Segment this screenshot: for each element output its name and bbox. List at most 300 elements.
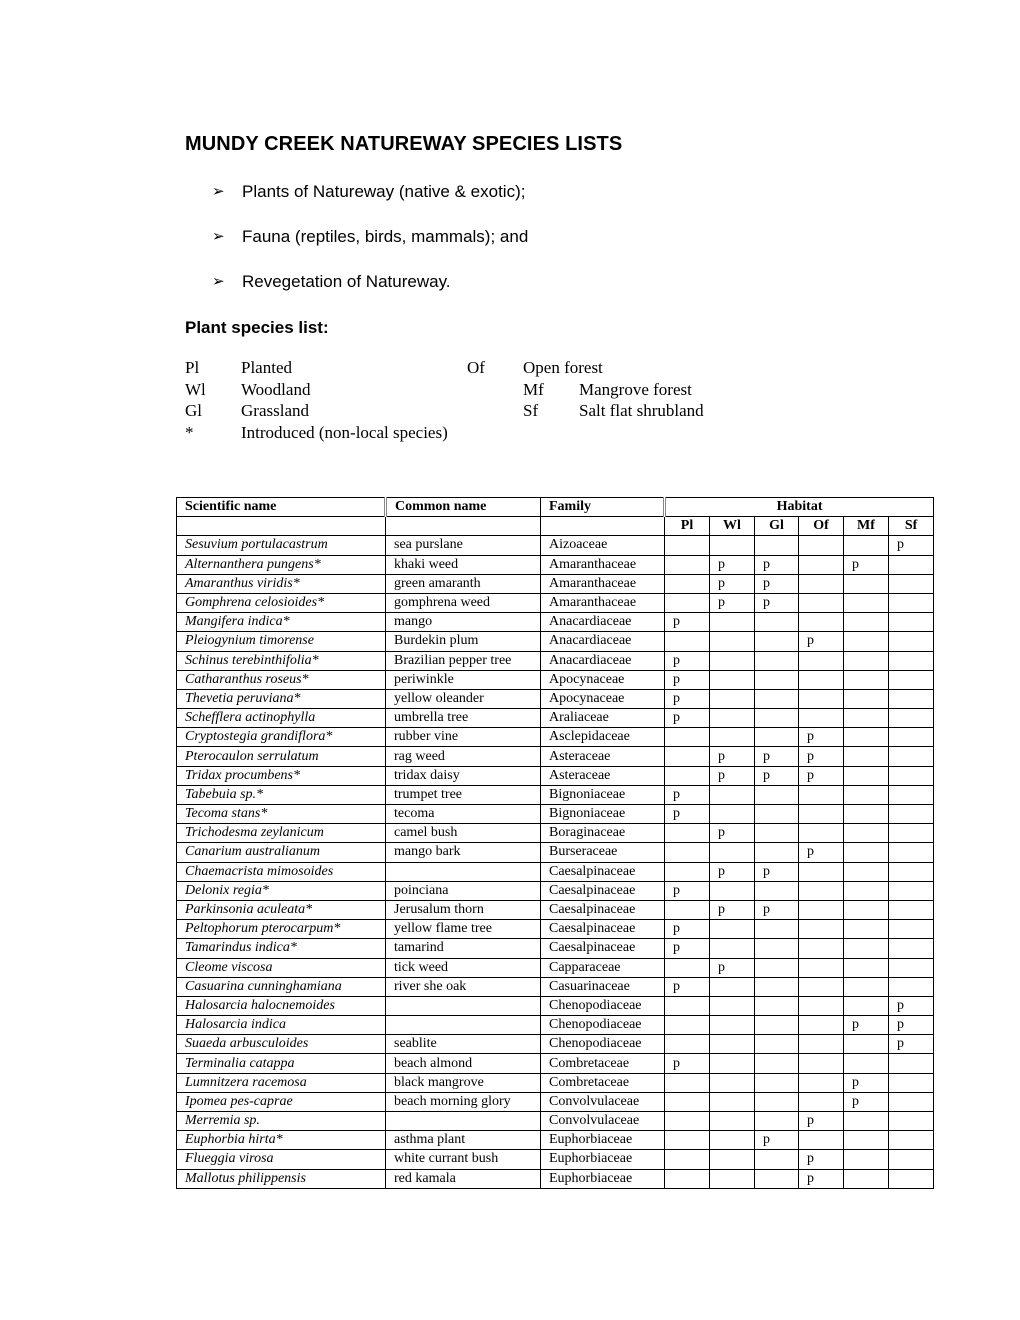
habitat-cell-sf (889, 728, 934, 747)
family-cell: Bignoniaceae (541, 785, 665, 804)
common-name-cell: trumpet tree (386, 785, 541, 804)
habitat-cell-sf (889, 709, 934, 728)
family-cell: Aizoaceae (541, 536, 665, 555)
family-cell: Amaranthaceae (541, 593, 665, 612)
habitat-cell-of (799, 900, 844, 919)
column-header-family: Family (541, 498, 665, 517)
habitat-cell-mf (844, 1054, 889, 1073)
habitat-cell-wl: p (710, 766, 755, 785)
habitat-cell-pl (665, 1092, 710, 1111)
habitat-cell-pl: p (665, 920, 710, 939)
habitat-cell-mf (844, 670, 889, 689)
habitat-cell-gl (755, 1112, 799, 1131)
habitat-cell-gl (755, 824, 799, 843)
page-title: MUNDY CREEK NATUREWAY SPECIES LISTS (185, 133, 623, 155)
habitat-cell-pl: p (665, 651, 710, 670)
habitat-cell-mf (844, 958, 889, 977)
habitat-cell-wl (710, 632, 755, 651)
scientific-name-cell: Halosarcia halocnemoides (177, 996, 386, 1015)
habitat-cell-wl: p (710, 574, 755, 593)
habitat-cell-gl: p (755, 747, 799, 766)
habitat-cell-gl (755, 1073, 799, 1092)
scientific-name-cell: Ipomea pes-caprae (177, 1092, 386, 1111)
scientific-name-cell: Schefflera actinophylla (177, 709, 386, 728)
habitat-cell-pl (665, 1016, 710, 1035)
habitat-cell-of: p (799, 766, 844, 785)
family-cell: Casuarinaceae (541, 977, 665, 996)
habitat-cell-mf (844, 689, 889, 708)
family-cell: Anacardiaceae (541, 651, 665, 670)
common-name-cell: black mangrove (386, 1073, 541, 1092)
habitat-cell-wl: p (710, 900, 755, 919)
plant-species-table (176, 497, 934, 1189)
scientific-name-cell: Mallotus philippensis (177, 1169, 386, 1188)
habitat-cell-of (799, 536, 844, 555)
habitat-cell-mf (844, 593, 889, 612)
habitat-cell-wl (710, 536, 755, 555)
habitat-cell-of: p (799, 1112, 844, 1131)
habitat-cell-wl (710, 1016, 755, 1035)
habitat-cell-sf (889, 632, 934, 651)
scientific-name-cell: Halosarcia indica (177, 1016, 386, 1035)
habitat-cell-wl (710, 1035, 755, 1054)
bullet-text: Fauna (reptiles, birds, mammals); and (242, 227, 529, 246)
habitat-cell-sf (889, 574, 934, 593)
habitat-cell-mf (844, 709, 889, 728)
species-table-body (177, 536, 934, 1188)
habitat-cell-mf (844, 900, 889, 919)
habitat-cell-sf (889, 747, 934, 766)
habitat-cell-gl (755, 632, 799, 651)
habitat-cell-pl (665, 1035, 710, 1054)
habitat-cell-of: p (799, 843, 844, 862)
habitat-cell-mf (844, 920, 889, 939)
habitat-cell-wl: p (710, 593, 755, 612)
table-row (177, 824, 934, 843)
habitat-cell-sf (889, 1131, 934, 1150)
habitat-cell-of (799, 593, 844, 612)
table-row (177, 555, 934, 574)
legend-code: Pl (185, 358, 200, 377)
habitat-cell-mf (844, 843, 889, 862)
habitat-cell-mf: p (844, 1073, 889, 1092)
family-cell: Chenopodiaceae (541, 1016, 665, 1035)
bullet-item (212, 225, 528, 270)
habitat-cell-of (799, 651, 844, 670)
habitat-cell-gl (755, 881, 799, 900)
habitat-cell-pl: p (665, 709, 710, 728)
family-cell: Asteraceae (541, 747, 665, 766)
habitat-cell-gl (755, 1169, 799, 1188)
habitat-cell-of (799, 1092, 844, 1111)
habitat-legend (185, 357, 745, 443)
scientific-name-cell: Tecoma stans* (177, 805, 386, 824)
habitat-cell-pl (665, 574, 710, 593)
table-row (177, 728, 934, 747)
common-name-cell: gomphrena weed (386, 593, 541, 612)
habitat-cell-pl (665, 632, 710, 651)
scientific-name-cell: Peltophorum pterocarpum* (177, 920, 386, 939)
habitat-cell-of (799, 670, 844, 689)
habitat-cell-of (799, 785, 844, 804)
scientific-name-cell: Tridax procumbens* (177, 766, 386, 785)
habitat-cell-pl (665, 843, 710, 862)
common-name-cell: yellow flame tree (386, 920, 541, 939)
habitat-cell-of (799, 689, 844, 708)
common-name-cell: camel bush (386, 824, 541, 843)
habitat-cell-of (799, 939, 844, 958)
habitat-cell-sf (889, 1092, 934, 1111)
habitat-cell-mf: p (844, 555, 889, 574)
habitat-cell-pl (665, 1131, 710, 1150)
habitat-cell-of (799, 1054, 844, 1073)
arrow-bullet-icon: ➢ (212, 273, 225, 290)
table-row (177, 939, 934, 958)
habitat-cell-sf (889, 843, 934, 862)
bullet-item (212, 270, 528, 315)
common-name-cell: Burdekin plum (386, 632, 541, 651)
legend-row (185, 379, 745, 401)
habitat-cell-gl (755, 920, 799, 939)
habitat-cell-gl: p (755, 593, 799, 612)
habitat-cell-sf (889, 1073, 934, 1092)
habitat-cell-mf (844, 1112, 889, 1131)
table-row (177, 996, 934, 1015)
habitat-cell-wl (710, 881, 755, 900)
common-name-cell: khaki weed (386, 555, 541, 574)
table-row (177, 1073, 934, 1092)
habitat-cell-mf (844, 536, 889, 555)
habitat-cell-pl (665, 900, 710, 919)
family-cell: Bignoniaceae (541, 805, 665, 824)
family-cell: Convolvulaceae (541, 1092, 665, 1111)
habitat-cell-wl (710, 1112, 755, 1131)
legend-label: Open forest (523, 358, 603, 377)
habitat-cell-gl (755, 728, 799, 747)
habitat-cell-wl (710, 939, 755, 958)
empty-cell (541, 517, 665, 536)
legend-row (185, 422, 745, 444)
scientific-name-cell: Euphorbia hirta* (177, 1131, 386, 1150)
habitat-cell-wl (710, 1169, 755, 1188)
habitat-cell-pl (665, 1073, 710, 1092)
family-cell: Asteraceae (541, 766, 665, 785)
table-row (177, 862, 934, 881)
habitat-cell-of (799, 996, 844, 1015)
scientific-name-cell: Chaemacrista mimosoides (177, 862, 386, 881)
table-row (177, 747, 934, 766)
habitat-cell-of (799, 977, 844, 996)
bullet-text: Revegetation of Natureway. (242, 272, 451, 291)
scientific-name-cell: Cleome viscosa (177, 958, 386, 977)
habitat-cell-pl: p (665, 977, 710, 996)
habitat-cell-wl (710, 843, 755, 862)
common-name-cell (386, 1112, 541, 1131)
scientific-name-cell: Terminalia catappa (177, 1054, 386, 1073)
legend-label: Planted (241, 358, 292, 377)
table-row (177, 1016, 934, 1035)
family-cell: Combretaceae (541, 1073, 665, 1092)
habitat-cell-gl (755, 977, 799, 996)
table-row (177, 632, 934, 651)
scientific-name-cell: Casuarina cunninghamiana (177, 977, 386, 996)
habitat-cell-pl (665, 862, 710, 881)
common-name-cell: periwinkle (386, 670, 541, 689)
habitat-cell-mf (844, 1150, 889, 1169)
common-name-cell (386, 1016, 541, 1035)
habitat-header-gl: Gl (755, 517, 799, 536)
common-name-cell: yellow oleander (386, 689, 541, 708)
habitat-cell-mf (844, 766, 889, 785)
habitat-cell-gl (755, 785, 799, 804)
table-row (177, 1035, 934, 1054)
common-name-cell: tick weed (386, 958, 541, 977)
column-header-common: Common name (386, 498, 541, 517)
habitat-cell-mf (844, 881, 889, 900)
habitat-cell-gl: p (755, 555, 799, 574)
habitat-cell-wl (710, 670, 755, 689)
habitat-cell-gl (755, 1054, 799, 1073)
family-cell: Caesalpinaceae (541, 900, 665, 919)
habitat-header-mf: Mf (844, 517, 889, 536)
table-row (177, 920, 934, 939)
habitat-cell-of (799, 920, 844, 939)
arrow-bullet-icon: ➢ (212, 183, 225, 200)
scientific-name-cell: Gomphrena celosioides* (177, 593, 386, 612)
habitat-cell-of (799, 574, 844, 593)
common-name-cell: asthma plant (386, 1131, 541, 1150)
table-row (177, 881, 934, 900)
habitat-cell-of: p (799, 728, 844, 747)
habitat-cell-wl (710, 1131, 755, 1150)
habitat-header-of: Of (799, 517, 844, 536)
habitat-cell-of (799, 1016, 844, 1035)
habitat-cell-wl (710, 1092, 755, 1111)
habitat-cell-pl (665, 728, 710, 747)
scientific-name-cell: Cryptostegia grandiflora* (177, 728, 386, 747)
habitat-cell-wl: p (710, 824, 755, 843)
legend-label: Grassland (241, 401, 309, 421)
table-row (177, 1092, 934, 1111)
habitat-cell-mf (844, 805, 889, 824)
column-header-habitat: Habitat (665, 498, 934, 517)
scientific-name-cell: Trichodesma zeylanicum (177, 824, 386, 843)
table-row (177, 651, 934, 670)
section-heading: Plant species list: (185, 318, 329, 337)
table-row (177, 805, 934, 824)
common-name-cell: tridax daisy (386, 766, 541, 785)
habitat-cell-sf: p (889, 996, 934, 1015)
family-cell: Combretaceae (541, 1054, 665, 1073)
habitat-cell-gl (755, 709, 799, 728)
habitat-cell-of (799, 555, 844, 574)
table-header-row (177, 498, 934, 517)
family-cell: Euphorbiaceae (541, 1169, 665, 1188)
habitat-cell-mf (844, 574, 889, 593)
habitat-cell-pl (665, 766, 710, 785)
common-name-cell: Brazilian pepper tree (386, 651, 541, 670)
column-header-scientific: Scientific name (177, 498, 386, 517)
habitat-cell-gl (755, 1016, 799, 1035)
habitat-cell-sf (889, 651, 934, 670)
habitat-cell-gl (755, 689, 799, 708)
habitat-cell-gl (755, 1035, 799, 1054)
habitat-cell-wl: p (710, 747, 755, 766)
common-name-cell: red kamala (386, 1169, 541, 1188)
common-name-cell: rag weed (386, 747, 541, 766)
habitat-cell-mf (844, 632, 889, 651)
habitat-cell-wl (710, 689, 755, 708)
family-cell: Boraginaceae (541, 824, 665, 843)
habitat-cell-wl (710, 709, 755, 728)
habitat-cell-of (799, 958, 844, 977)
table-row (177, 709, 934, 728)
habitat-cell-pl (665, 1112, 710, 1131)
habitat-cell-sf (889, 920, 934, 939)
habitat-cell-sf (889, 1054, 934, 1073)
habitat-cell-wl (710, 785, 755, 804)
scientific-name-cell: Alternanthera pungens* (177, 555, 386, 574)
table-row (177, 574, 934, 593)
table-row (177, 1054, 934, 1073)
common-name-cell: mango (386, 613, 541, 632)
table-row (177, 593, 934, 612)
table-row (177, 689, 934, 708)
habitat-cell-wl (710, 613, 755, 632)
habitat-cell-of: p (799, 632, 844, 651)
habitat-cell-pl: p (665, 613, 710, 632)
habitat-cell-pl (665, 996, 710, 1015)
habitat-cell-pl: p (665, 805, 710, 824)
habitat-cell-pl: p (665, 881, 710, 900)
habitat-cell-pl (665, 824, 710, 843)
empty-cell (177, 517, 386, 536)
habitat-cell-pl: p (665, 670, 710, 689)
family-cell: Euphorbiaceae (541, 1150, 665, 1169)
habitat-cell-mf (844, 977, 889, 996)
table-row (177, 1169, 934, 1188)
habitat-cell-gl: p (755, 574, 799, 593)
habitat-cell-sf (889, 1112, 934, 1131)
table-row (177, 613, 934, 632)
family-cell: Amaranthaceae (541, 555, 665, 574)
habitat-cell-sf (889, 689, 934, 708)
table-row (177, 1131, 934, 1150)
habitat-cell-sf (889, 805, 934, 824)
legend-label: Introduced (non-local species) (241, 422, 448, 442)
habitat-cell-sf (889, 824, 934, 843)
habitat-cell-gl (755, 651, 799, 670)
habitat-cell-wl (710, 1150, 755, 1169)
habitat-cell-of (799, 1035, 844, 1054)
habitat-cell-gl (755, 939, 799, 958)
common-name-cell: Jerusalum thorn (386, 900, 541, 919)
habitat-cell-sf (889, 670, 934, 689)
habitat-cell-gl: p (755, 1131, 799, 1150)
scientific-name-cell: Suaeda arbusculoides (177, 1035, 386, 1054)
habitat-cell-mf (844, 613, 889, 632)
habitat-cell-wl (710, 1054, 755, 1073)
scientific-name-cell: Lumnitzera racemosa (177, 1073, 386, 1092)
habitat-cell-wl: p (710, 862, 755, 881)
habitat-cell-pl (665, 747, 710, 766)
habitat-cell-of (799, 1073, 844, 1092)
legend-code: * (185, 422, 194, 442)
habitat-cell-mf (844, 939, 889, 958)
habitat-cell-gl (755, 613, 799, 632)
habitat-cell-mf (844, 728, 889, 747)
habitat-cell-mf (844, 862, 889, 881)
habitat-cell-pl: p (665, 785, 710, 804)
habitat-cell-sf: p (889, 1035, 934, 1054)
family-cell: Araliaceae (541, 709, 665, 728)
common-name-cell: green amaranth (386, 574, 541, 593)
family-cell: Amaranthaceae (541, 574, 665, 593)
habitat-cell-gl (755, 805, 799, 824)
family-cell: Capparaceae (541, 958, 665, 977)
habitat-cell-mf: p (844, 1016, 889, 1035)
family-cell: Anacardiaceae (541, 613, 665, 632)
family-cell: Convolvulaceae (541, 1112, 665, 1131)
habitat-cell-wl (710, 977, 755, 996)
scientific-name-cell: Tabebuia sp.* (177, 785, 386, 804)
habitat-cell-wl (710, 1073, 755, 1092)
habitat-cell-of: p (799, 747, 844, 766)
table-row (177, 785, 934, 804)
habitat-cell-gl: p (755, 900, 799, 919)
habitat-cell-sf (889, 939, 934, 958)
habitat-cell-of: p (799, 1150, 844, 1169)
habitat-cell-sf (889, 862, 934, 881)
family-cell: Apocynaceae (541, 689, 665, 708)
bullet-list (212, 180, 528, 315)
scientific-name-cell: Sesuvium portulacastrum (177, 536, 386, 555)
common-name-cell: beach almond (386, 1054, 541, 1073)
scientific-name-cell: Mangifera indica* (177, 613, 386, 632)
common-name-cell: tecoma (386, 805, 541, 824)
habitat-cell-gl (755, 1150, 799, 1169)
habitat-cell-gl (755, 670, 799, 689)
scientific-name-cell: Catharanthus roseus* (177, 670, 386, 689)
habitat-cell-of (799, 1131, 844, 1150)
habitat-cell-pl (665, 536, 710, 555)
scientific-name-cell: Canarium australianum (177, 843, 386, 862)
habitat-cell-gl (755, 536, 799, 555)
family-cell: Caesalpinaceae (541, 939, 665, 958)
habitat-cell-sf (889, 977, 934, 996)
scientific-name-cell: Parkinsonia aculeata* (177, 900, 386, 919)
habitat-cell-gl (755, 1092, 799, 1111)
family-cell: Chenopodiaceae (541, 996, 665, 1015)
common-name-cell: rubber vine (386, 728, 541, 747)
family-cell: Burseraceae (541, 843, 665, 862)
habitat-cell-wl (710, 651, 755, 670)
habitat-cell-sf (889, 593, 934, 612)
table-subheader-row (177, 517, 934, 536)
habitat-cell-sf (889, 881, 934, 900)
habitat-cell-pl: p (665, 939, 710, 958)
habitat-cell-pl (665, 555, 710, 574)
family-cell: Caesalpinaceae (541, 881, 665, 900)
habitat-cell-sf: p (889, 536, 934, 555)
habitat-cell-wl (710, 805, 755, 824)
habitat-cell-gl: p (755, 766, 799, 785)
habitat-cell-pl (665, 1169, 710, 1188)
habitat-cell-of (799, 613, 844, 632)
habitat-cell-gl: p (755, 862, 799, 881)
habitat-cell-mf (844, 651, 889, 670)
family-cell: Apocynaceae (541, 670, 665, 689)
